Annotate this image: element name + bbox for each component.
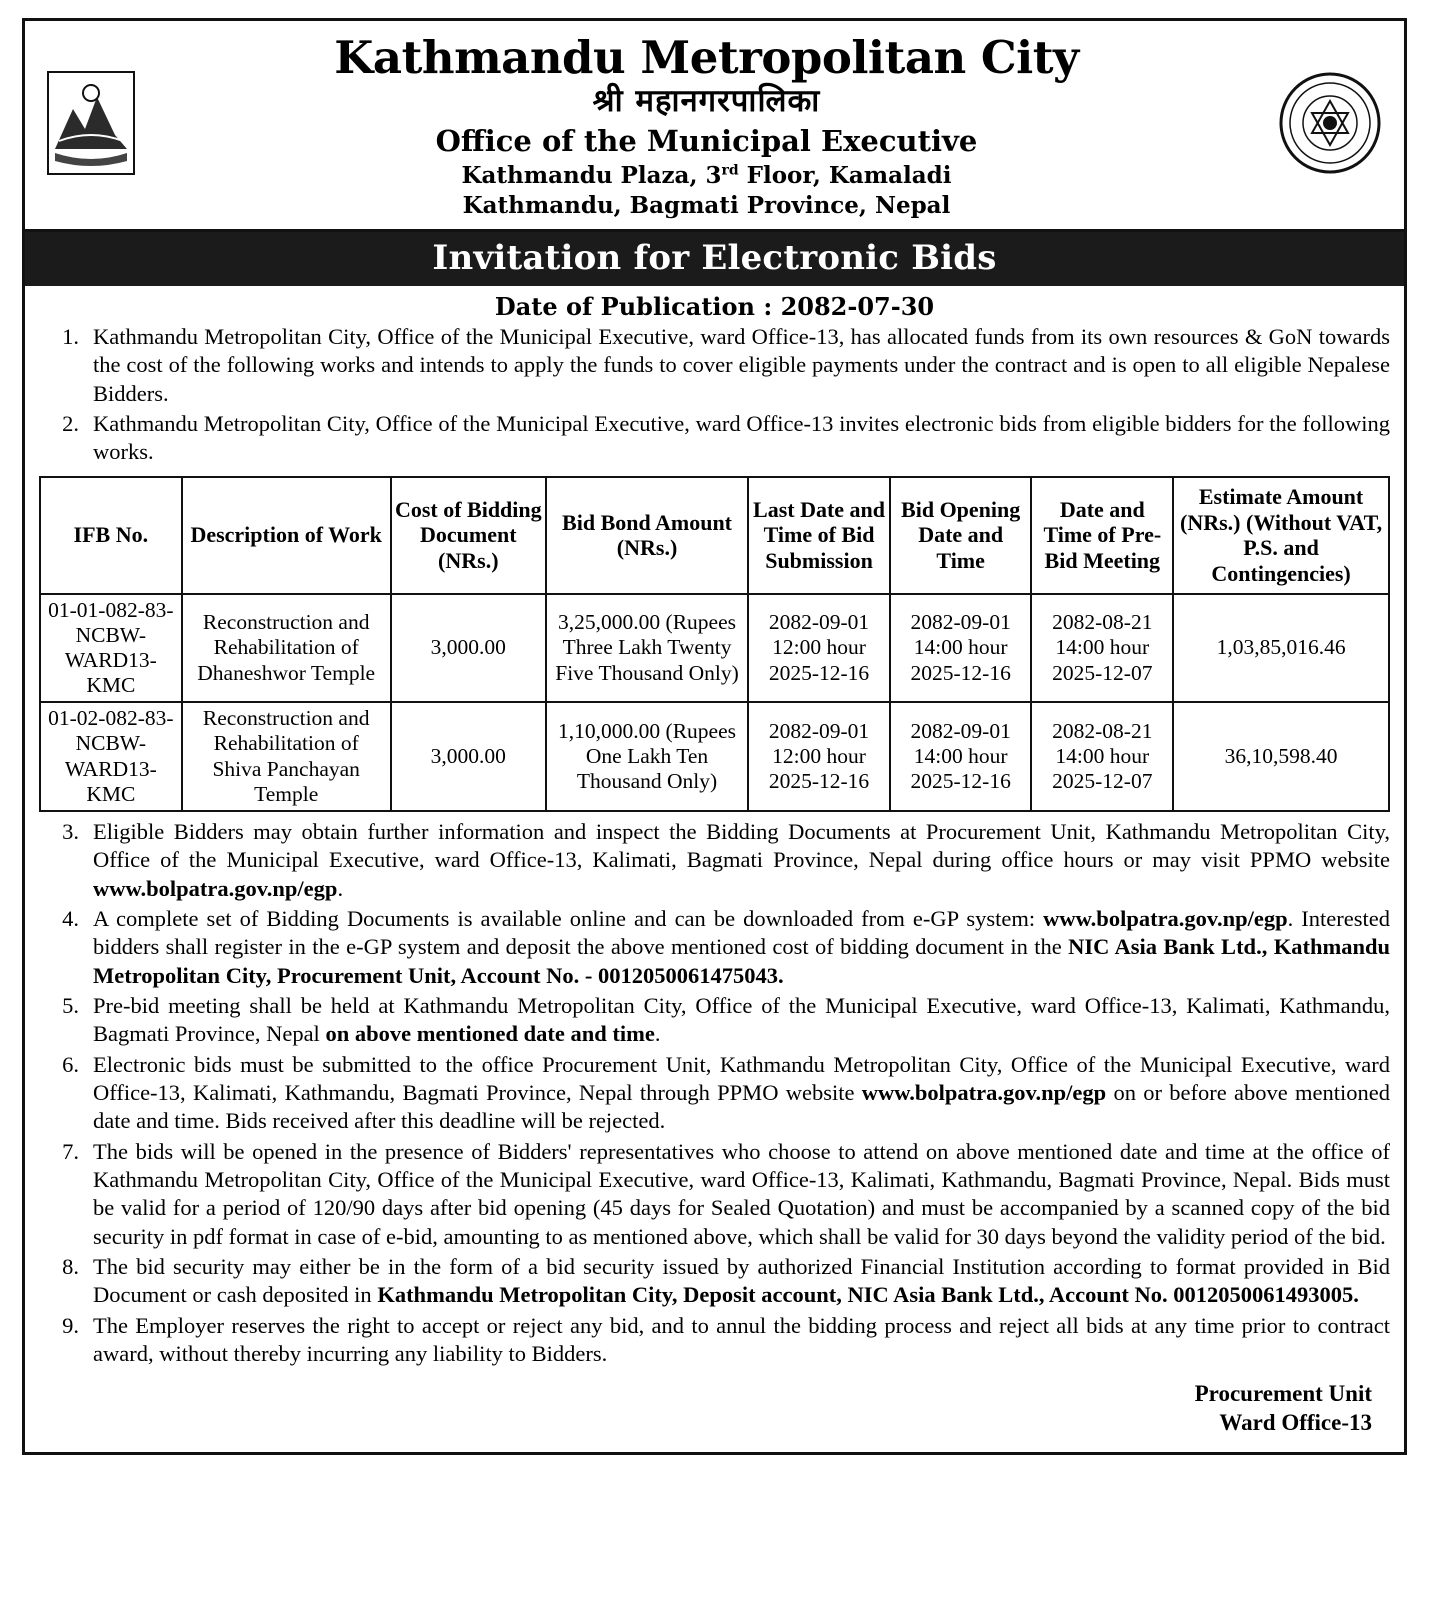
clause-3 xyxy=(39,818,1390,903)
column-header-bid-bond-amount: Bid Bond Amount (NRs.) xyxy=(546,477,748,594)
clause-1 xyxy=(39,323,1390,408)
header-text-block xyxy=(143,27,1270,219)
cell-bid-bond-amount: 1,10,000.00 (Rupees One Lakh Ten Thousand Only) xyxy=(546,702,748,811)
address-line-1 xyxy=(143,163,1270,189)
bids-table xyxy=(39,476,1390,812)
cell-estimate-amount: 36,10,598.40 xyxy=(1173,702,1389,811)
table-row xyxy=(40,594,1389,703)
clause-number: 1. xyxy=(62,324,79,350)
clause-text: Kathmandu Metropolitan City, Office of the Municipal Executive, ward Office-13 invites electronic bids from eligible bidders for the following works. xyxy=(93,411,1390,465)
organization-name-nepali: श्री महानगरपालिका xyxy=(592,83,821,120)
column-header-bid-opening: Bid Opening Date and Time xyxy=(890,477,1032,594)
cell-cost-of-bidding-document: 3,000.00 xyxy=(391,594,546,703)
address-line-1-pre: Kathmandu Plaza, 3 xyxy=(461,161,722,189)
cell-bid-opening: 2082-09-01 14:00 hour 2025-12-16 xyxy=(890,702,1032,811)
cell-description: Reconstruction and Rehabilitation of Shiva Panchayan Temple xyxy=(182,702,391,811)
cell-last-date-submission: 2082-09-01 12:00 hour 2025-12-16 xyxy=(748,594,890,703)
cell-bid-opening: 2082-09-01 14:00 hour 2025-12-16 xyxy=(890,594,1032,703)
clause-number: 5. xyxy=(62,992,79,1018)
clause-number: 4. xyxy=(62,905,79,931)
clause-text: The bids will be opened in the presence of Bidders' representatives who choose to attend on above mentioned date and time at the office of Kathmandu Metropolitan City, Office of the Municipal Executive, ward Office-13, Kalimati, Kathmandu, Bagmati Province, Nepal. Bids must be valid for a period of 120/90 days after bid opening (45 days for Sealed Quotation) and must be accompanied by a scanned copy of the bid security in pdf format in case of e-bid, amounting to as mentioned above, which shall be valid for 30 days beyond the validity period of the bid. xyxy=(93,1138,1390,1249)
clause-2 xyxy=(39,410,1390,467)
clause-text: The Employer reserves the right to accept or reject any bid, and to annul the bidding process and reject all bids at any time prior to contract award, without thereby incurring any liability to Bidders. xyxy=(93,1312,1390,1367)
clause-number: 2. xyxy=(62,411,79,437)
address-ordinal-suffix: rd xyxy=(721,161,739,178)
nepal-government-emblem-icon xyxy=(39,69,143,177)
document-header xyxy=(25,21,1404,232)
signature-block xyxy=(39,1370,1390,1442)
clause-9 xyxy=(39,1312,1390,1369)
office-name: Office of the Municipal Executive xyxy=(435,124,978,159)
clause-7 xyxy=(39,1138,1390,1251)
signature-line-1: Procurement Unit xyxy=(1194,1381,1372,1407)
table-row xyxy=(40,702,1389,811)
address-line-2: Kathmandu, Bagmati Province, Nepal xyxy=(462,192,951,220)
cell-cost-of-bidding-document: 3,000.00 xyxy=(391,702,546,811)
cell-pre-bid-meeting: 2082-08-21 14:00 hour 2025-12-07 xyxy=(1031,594,1173,703)
clause-number: 6. xyxy=(62,1051,79,1077)
kathmandu-metropolitan-city-seal-icon xyxy=(1270,71,1390,175)
cell-description: Reconstruction and Rehabilitation of Dhaneshwor Temple xyxy=(182,594,391,703)
clause-text: A complete set of Bidding Documents is available online and can be downloaded from e-GP system: www.bolpatra.gov.np/egp. Interested bidders shall register in the e-GP system and deposit the above mentioned cost of bidding document in the NIC Asia Bank Ltd., Kathmandu Metropolitan City, Procurement Unit, Account No. - 0012050061475043. xyxy=(93,905,1390,988)
cell-estimate-amount: 1,03,85,016.46 xyxy=(1173,594,1389,703)
clause-text: Kathmandu Metropolitan City, Office of the Municipal Executive, ward Office-13, has allocated funds from its own resources & GoN towards the cost of the following works and intends to apply the funds to cover eligible payments under the contract and is open to all eligible Nepalese Bidders. xyxy=(93,324,1390,406)
cell-bid-bond-amount: 3,25,000.00 (Rupees Three Lakh Twenty Five Thousand Only) xyxy=(546,594,748,703)
cell-ifb-no: 01-02-082-83-NCBW-WARD13-KMC xyxy=(40,702,182,811)
clause-number: 8. xyxy=(62,1254,79,1280)
document-page xyxy=(0,18,1429,1618)
clause-text: Eligible Bidders may obtain further information and inspect the Bidding Documents at Procurement Unit, Kathmandu Metropolitan City, Office of the Municipal Executive, ward Office-13, Kalimati, Bagmati Province, Nepal during office hours or may visit PPMO website www.bolpatra.gov.np/egp. xyxy=(93,818,1390,901)
document-body xyxy=(25,323,1404,1452)
address-line-1-post: Floor, Kamaladi xyxy=(738,161,952,189)
table-header-row xyxy=(40,477,1389,594)
clause-8 xyxy=(39,1253,1390,1310)
clause-number: 7. xyxy=(62,1138,79,1164)
column-header-estimate-amount: Estimate Amount (NRs.) (Without VAT, P.S. and Contingencies) xyxy=(1173,477,1389,594)
cell-pre-bid-meeting: 2082-08-21 14:00 hour 2025-12-07 xyxy=(1031,702,1173,811)
column-header-cost-of-bidding-document: Cost of Bidding Document (NRs.) xyxy=(391,477,546,594)
clause-text: Electronic bids must be submitted to the office Procurement Unit, Kathmandu Metropolitan City, Office of the Municipal Executive, ward Office-13, Kalimati, Kathmandu, Bagmati Province, Nepal through PPMO website www.bolpatra.gov.np/egp on or before above mentioned date and time. Bids received after this deadline will be rejected. xyxy=(93,1051,1390,1134)
clause-number: 9. xyxy=(62,1312,79,1338)
publication-date: Date of Publication : 2082-07-30 xyxy=(494,292,935,322)
cell-ifb-no: 01-01-082-83-NCBW-WARD13-KMC xyxy=(40,594,182,703)
clause-5 xyxy=(39,992,1390,1049)
notice-sheet xyxy=(22,18,1407,1455)
clause-text: Pre-bid meeting shall be held at Kathmandu Metropolitan City, Office of the Municipal Executive, ward Office-13, Kalimati, Kathmandu, Bagmati Province, Nepal on above mentioned date and time. xyxy=(93,992,1390,1047)
clause-4 xyxy=(39,905,1390,990)
organization-name: Kathmandu Metropolitan City xyxy=(334,31,1079,84)
clause-6 xyxy=(39,1051,1390,1136)
column-header-description: Description of Work xyxy=(182,477,391,594)
clause-number: 3. xyxy=(62,818,79,844)
column-header-ifb-no: IFB No. xyxy=(40,477,182,594)
page-title: Invitation for Electronic Bids xyxy=(25,232,1404,286)
column-header-pre-bid-meeting: Date and Time of Pre-Bid Meeting xyxy=(1031,477,1173,594)
clause-text: The bid security may either be in the form of a bid security issued by authorized Financial Institution according to format provided in Bid Document or cash deposited in Kathmandu Metropolitan City, Deposit account, NIC Asia Bank Ltd., Account No. 0012050061493005. xyxy=(93,1254,1390,1308)
column-header-last-date-submission: Last Date and Time of Bid Submission xyxy=(748,477,890,594)
cell-last-date-submission: 2082-09-01 12:00 hour 2025-12-16 xyxy=(748,702,890,811)
signature-line-2: Ward Office-13 xyxy=(1219,1410,1372,1436)
